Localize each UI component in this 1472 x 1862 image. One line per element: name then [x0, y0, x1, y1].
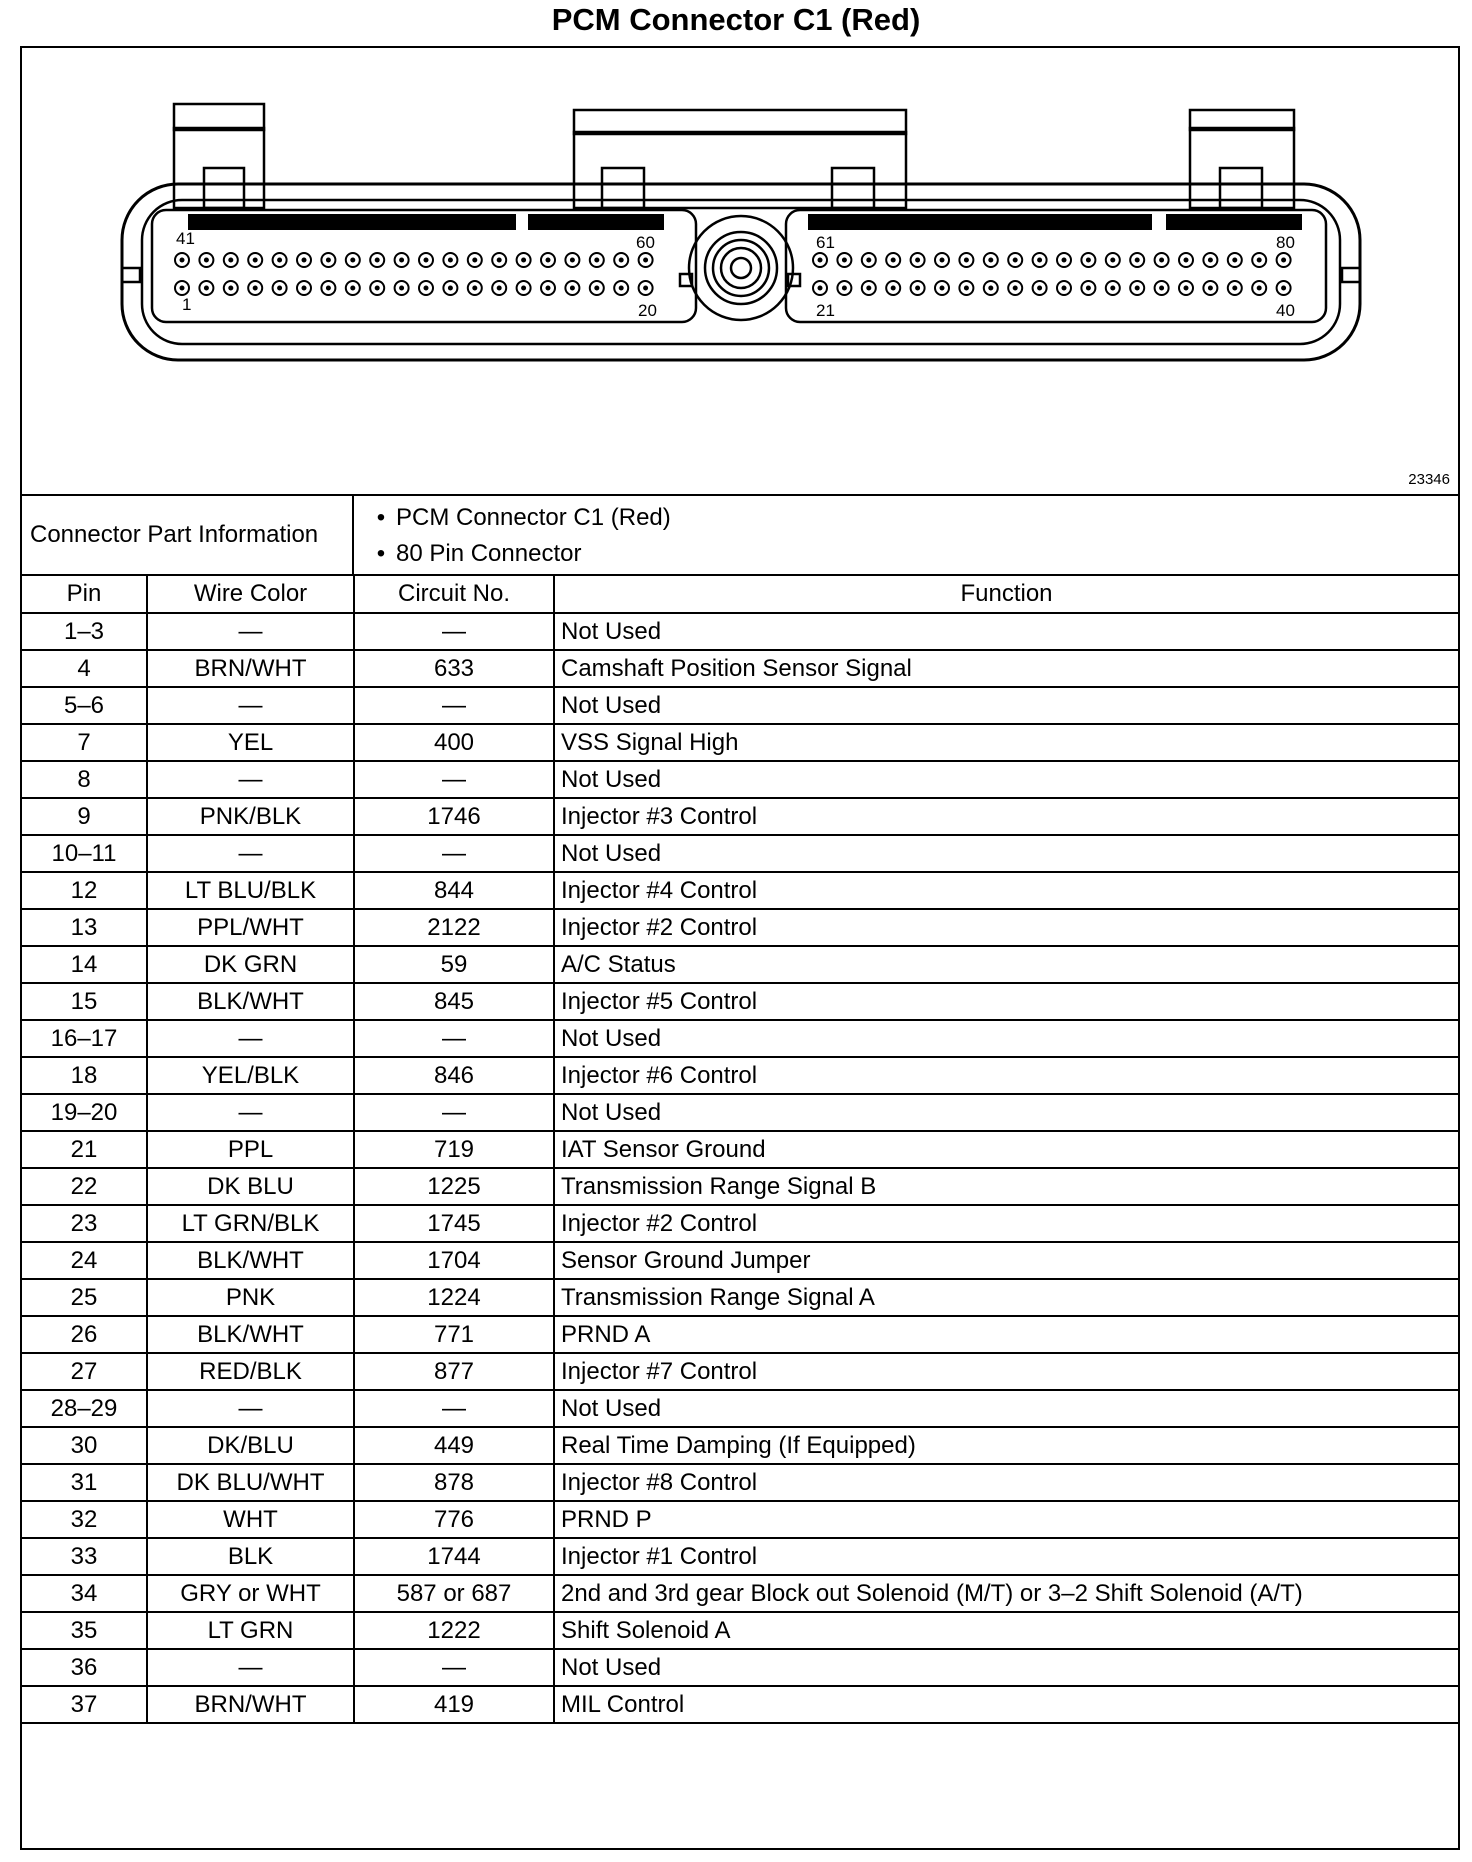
function-cell: Injector #4 Control — [554, 872, 1458, 909]
function-cell: A/C Status — [554, 946, 1458, 983]
circuit-cell: 400 — [354, 724, 554, 761]
pin-contact — [988, 258, 993, 263]
table-row — [22, 1390, 1458, 1427]
pin-contact — [1184, 258, 1189, 263]
wire-color-cell: WHT — [147, 1501, 354, 1538]
pin-contact — [180, 258, 185, 263]
pin-contact — [424, 258, 429, 263]
header-function: Function — [554, 576, 1458, 613]
table-row — [22, 1242, 1458, 1279]
pin-contact — [521, 286, 526, 291]
circuit-cell: — — [354, 761, 554, 798]
circuit-cell: — — [354, 1020, 554, 1057]
pin-cell: 23 — [22, 1205, 147, 1242]
pin-cell: 37 — [22, 1686, 147, 1723]
circuit-cell: — — [354, 687, 554, 724]
pin-contact — [1232, 286, 1237, 291]
pin-contact — [643, 286, 648, 291]
wire-color-cell: — — [147, 613, 354, 650]
wire-color-cell: PNK — [147, 1279, 354, 1316]
table-row — [22, 983, 1458, 1020]
pin-contact — [1086, 286, 1091, 291]
pin-contact — [302, 286, 307, 291]
function-cell: Not Used — [554, 1094, 1458, 1131]
pin-contact — [866, 286, 871, 291]
wire-color-cell: GRY or WHT — [147, 1575, 354, 1612]
circuit-cell: — — [354, 1390, 554, 1427]
function-cell: PRND P — [554, 1501, 1458, 1538]
circuit-cell: 59 — [354, 946, 554, 983]
keying-bar — [188, 214, 516, 230]
table-row — [22, 687, 1458, 724]
pin-cell: 32 — [22, 1501, 147, 1538]
circuit-cell: 878 — [354, 1464, 554, 1501]
pin-contact — [350, 258, 355, 263]
pin-contact — [940, 286, 945, 291]
pin-cell: 16–17 — [22, 1020, 147, 1057]
function-cell: Sensor Ground Jumper — [554, 1242, 1458, 1279]
function-cell: Not Used — [554, 687, 1458, 724]
pin-cell: 12 — [22, 872, 147, 909]
circuit-cell: 1744 — [354, 1538, 554, 1575]
pin-contact — [375, 258, 380, 263]
table-row — [22, 1353, 1458, 1390]
pin-cell: 1–3 — [22, 613, 147, 650]
table-row — [22, 1168, 1458, 1205]
function-cell: 2nd and 3rd gear Block out Solenoid (M/T) or 3–2 Shift Solenoid (A/T) — [554, 1575, 1458, 1612]
pin-contact — [472, 286, 477, 291]
connector-info-list — [366, 500, 671, 572]
function-cell: Injector #2 Control — [554, 1205, 1458, 1242]
function-cell: IAT Sensor Ground — [554, 1131, 1458, 1168]
pin-cell: 9 — [22, 798, 147, 835]
wire-color-cell: YEL — [147, 724, 354, 761]
wire-color-cell: PPL/WHT — [147, 909, 354, 946]
table-row — [22, 1686, 1458, 1723]
pin-label-60: 60 — [636, 233, 655, 252]
circuit-cell: — — [354, 613, 554, 650]
wire-color-cell: — — [147, 1390, 354, 1427]
wire-color-cell: BLK/WHT — [147, 983, 354, 1020]
pin-contact — [1159, 258, 1164, 263]
function-cell: Not Used — [554, 761, 1458, 798]
wire-color-cell: DK BLU/WHT — [147, 1464, 354, 1501]
function-cell: PRND A — [554, 1316, 1458, 1353]
pin-contact — [1135, 258, 1140, 263]
pin-cell: 4 — [22, 650, 147, 687]
pin-contact — [546, 286, 551, 291]
header-circuit-no: Circuit No. — [354, 576, 554, 613]
pin-contact — [204, 258, 209, 263]
pin-contact — [915, 286, 920, 291]
pin-contact — [253, 258, 258, 263]
wire-color-cell: RED/BLK — [147, 1353, 354, 1390]
function-cell: Injector #1 Control — [554, 1538, 1458, 1575]
function-cell: MIL Control — [554, 1686, 1458, 1723]
wire-color-cell: — — [147, 687, 354, 724]
table-row — [22, 1279, 1458, 1316]
function-cell: Camshaft Position Sensor Signal — [554, 650, 1458, 687]
pin-contact — [1062, 286, 1067, 291]
pin-contact — [1257, 286, 1262, 291]
wire-color-cell: LT BLU/BLK — [147, 872, 354, 909]
wire-color-cell: DK BLU — [147, 1168, 354, 1205]
circuit-cell: — — [354, 1094, 554, 1131]
pin-contact — [964, 258, 969, 263]
pin-cell: 19–20 — [22, 1094, 147, 1131]
pin-contact — [964, 286, 969, 291]
pin-cell: 25 — [22, 1279, 147, 1316]
connector-frame — [20, 46, 1460, 1850]
pin-contact — [1013, 258, 1018, 263]
circuit-cell: 771 — [354, 1316, 554, 1353]
table-row — [22, 1501, 1458, 1538]
wire-color-cell: LT GRN — [147, 1612, 354, 1649]
pin-contact — [570, 286, 575, 291]
pin-contact — [448, 258, 453, 263]
function-cell: Injector #3 Control — [554, 798, 1458, 835]
circuit-cell: 1224 — [354, 1279, 554, 1316]
table-row — [22, 872, 1458, 909]
connector-info-label: Connector Part Information — [22, 496, 354, 574]
circuit-cell: 846 — [354, 1057, 554, 1094]
pin-cell: 10–11 — [22, 835, 147, 872]
pin-contact — [915, 258, 920, 263]
pin-table — [22, 576, 1458, 1724]
circuit-cell: 719 — [354, 1131, 554, 1168]
wire-color-cell: DK/BLU — [147, 1427, 354, 1464]
pin-contact — [1281, 286, 1286, 291]
info-item: • PCM Connector C1 (Red) — [376, 504, 671, 531]
pin-cell: 35 — [22, 1612, 147, 1649]
pin-contact — [1037, 286, 1042, 291]
wire-color-cell: PNK/BLK — [147, 798, 354, 835]
table-row — [22, 909, 1458, 946]
pin-contact — [204, 286, 209, 291]
pin-contact — [594, 286, 599, 291]
pin-contact — [228, 286, 233, 291]
pin-label-80: 80 — [1276, 233, 1295, 252]
wire-color-cell: PPL — [147, 1131, 354, 1168]
function-cell: Shift Solenoid A — [554, 1612, 1458, 1649]
circuit-cell: — — [354, 835, 554, 872]
table-row — [22, 1649, 1458, 1686]
pin-cell: 34 — [22, 1575, 147, 1612]
pin-contact — [1037, 258, 1042, 263]
pin-contact — [1086, 258, 1091, 263]
pin-contact — [326, 286, 331, 291]
pin-contact — [302, 258, 307, 263]
pin-rows — [22, 613, 1458, 1723]
circuit-cell: 1746 — [354, 798, 554, 835]
figure-id: 23346 — [1408, 471, 1450, 488]
info-item: • 80 Pin Connector — [376, 540, 582, 567]
connector-diagram — [22, 48, 1458, 496]
pin-contact — [1232, 258, 1237, 263]
pin-cell: 36 — [22, 1649, 147, 1686]
pin-cell: 13 — [22, 909, 147, 946]
circuit-cell: 633 — [354, 650, 554, 687]
pin-contact — [643, 258, 648, 263]
pin-cell: 7 — [22, 724, 147, 761]
pin-contact — [326, 258, 331, 263]
pin-contact — [228, 258, 233, 263]
pin-contact — [472, 258, 477, 263]
wire-color-cell: — — [147, 1020, 354, 1057]
pin-contact — [940, 258, 945, 263]
pin-contact — [1184, 286, 1189, 291]
function-cell: Injector #5 Control — [554, 983, 1458, 1020]
pin-cell: 26 — [22, 1316, 147, 1353]
table-row — [22, 1316, 1458, 1353]
function-cell: Injector #7 Control — [554, 1353, 1458, 1390]
wire-color-cell: BRN/WHT — [147, 1686, 354, 1723]
function-cell: Real Time Damping (If Equipped) — [554, 1427, 1458, 1464]
pin-contact — [1062, 258, 1067, 263]
pin-contact — [497, 286, 502, 291]
table-row — [22, 724, 1458, 761]
function-cell: Not Used — [554, 613, 1458, 650]
pin-contact — [1110, 286, 1115, 291]
pin-contact — [399, 258, 404, 263]
function-cell: Transmission Range Signal B — [554, 1168, 1458, 1205]
keying-bar — [1166, 214, 1302, 230]
pin-contact — [866, 258, 871, 263]
wire-color-cell: — — [147, 1094, 354, 1131]
table-row — [22, 1575, 1458, 1612]
pin-cell: 14 — [22, 946, 147, 983]
pin-label-61: 61 — [816, 233, 835, 252]
table-row — [22, 613, 1458, 650]
pin-cell: 22 — [22, 1168, 147, 1205]
pin-label-41: 41 — [176, 229, 195, 248]
table-row — [22, 1427, 1458, 1464]
connector-part-info — [22, 496, 1458, 576]
wire-color-cell: BLK/WHT — [147, 1242, 354, 1279]
circuit-cell: — — [354, 1649, 554, 1686]
pin-contact — [448, 286, 453, 291]
wire-color-cell: DK GRN — [147, 946, 354, 983]
pin-contact — [891, 286, 896, 291]
wire-color-cell: — — [147, 835, 354, 872]
circuit-cell: 2122 — [354, 909, 554, 946]
circuit-cell: 449 — [354, 1427, 554, 1464]
pin-cell: 15 — [22, 983, 147, 1020]
function-cell: Not Used — [554, 835, 1458, 872]
circuit-cell: 1704 — [354, 1242, 554, 1279]
pin-contact — [619, 286, 624, 291]
function-cell: VSS Signal High — [554, 724, 1458, 761]
pin-contact — [1159, 286, 1164, 291]
function-cell: Not Used — [554, 1020, 1458, 1057]
function-cell: Injector #2 Control — [554, 909, 1458, 946]
wire-color-cell: — — [147, 761, 354, 798]
circuit-cell: 844 — [354, 872, 554, 909]
table-row — [22, 1538, 1458, 1575]
table-row — [22, 1205, 1458, 1242]
pin-contact — [399, 286, 404, 291]
pin-contact — [1110, 258, 1115, 263]
pin-contact — [1135, 286, 1140, 291]
circuit-cell: 419 — [354, 1686, 554, 1723]
table-row — [22, 1094, 1458, 1131]
pin-contact — [818, 258, 823, 263]
pin-contact — [521, 258, 526, 263]
pin-contact — [570, 258, 575, 263]
keying-bar — [528, 214, 664, 230]
pin-cell: 33 — [22, 1538, 147, 1575]
pin-contact — [594, 258, 599, 263]
wire-color-cell: — — [147, 1649, 354, 1686]
pin-cell: 18 — [22, 1057, 147, 1094]
pin-contact — [253, 286, 258, 291]
table-row — [22, 650, 1458, 687]
page-title: PCM Connector C1 (Red) — [551, 2, 921, 37]
circuit-cell: 587 or 687 — [354, 1575, 554, 1612]
pin-cell: 24 — [22, 1242, 147, 1279]
function-cell: Not Used — [554, 1390, 1458, 1427]
pin-contact — [497, 258, 502, 263]
wire-color-cell: BLK — [147, 1538, 354, 1575]
pin-contact — [988, 286, 993, 291]
pin-contact — [350, 286, 355, 291]
pin-contact — [1257, 258, 1262, 263]
function-cell: Not Used — [554, 1649, 1458, 1686]
table-row — [22, 761, 1458, 798]
pin-cell: 28–29 — [22, 1390, 147, 1427]
keying-bar — [808, 214, 1152, 230]
pin-contact — [424, 286, 429, 291]
table-row — [22, 1131, 1458, 1168]
pin-cell: 31 — [22, 1464, 147, 1501]
pin-cell: 30 — [22, 1427, 147, 1464]
wire-color-cell: BRN/WHT — [147, 650, 354, 687]
function-cell: Injector #8 Control — [554, 1464, 1458, 1501]
pin-label-21: 21 — [816, 301, 835, 320]
pin-cell: 21 — [22, 1131, 147, 1168]
table-row — [22, 946, 1458, 983]
pin-contact — [842, 286, 847, 291]
circuit-cell: 1745 — [354, 1205, 554, 1242]
table-row — [22, 835, 1458, 872]
pin-contact — [891, 258, 896, 263]
pin-label-20: 20 — [638, 301, 657, 320]
circuit-cell: 845 — [354, 983, 554, 1020]
pin-contact — [277, 286, 282, 291]
wire-color-cell: LT GRN/BLK — [147, 1205, 354, 1242]
pin-contact — [277, 258, 282, 263]
pin-contact — [842, 258, 847, 263]
pin-contact — [1281, 258, 1286, 263]
circuit-cell: 1222 — [354, 1612, 554, 1649]
circuit-cell: 877 — [354, 1353, 554, 1390]
table-row — [22, 1020, 1458, 1057]
pin-label-40: 40 — [1276, 301, 1295, 320]
table-row — [22, 1057, 1458, 1094]
pin-contact — [1208, 286, 1213, 291]
pin-cell: 8 — [22, 761, 147, 798]
pin-contact — [619, 258, 624, 263]
pin-cell: 5–6 — [22, 687, 147, 724]
pin-cell: 27 — [22, 1353, 147, 1390]
pin-label-1: 1 — [182, 295, 192, 314]
table-row — [22, 798, 1458, 835]
pin-contact — [1013, 286, 1018, 291]
table-row — [22, 1612, 1458, 1649]
connector-drawing — [22, 48, 1458, 494]
pin-contact — [375, 286, 380, 291]
pin-contact — [1208, 258, 1213, 263]
pin-contact — [180, 286, 185, 291]
table-header-row — [22, 576, 1458, 613]
wire-color-cell: YEL/BLK — [147, 1057, 354, 1094]
table-row — [22, 1464, 1458, 1501]
circuit-cell: 776 — [354, 1501, 554, 1538]
header-pin: Pin — [22, 576, 147, 613]
pin-contact — [546, 258, 551, 263]
function-cell: Transmission Range Signal A — [554, 1279, 1458, 1316]
wire-color-cell: BLK/WHT — [147, 1316, 354, 1353]
header-wire-color: Wire Color — [147, 576, 354, 613]
circuit-cell: 1225 — [354, 1168, 554, 1205]
function-cell: Injector #6 Control — [554, 1057, 1458, 1094]
pin-contact — [818, 286, 823, 291]
